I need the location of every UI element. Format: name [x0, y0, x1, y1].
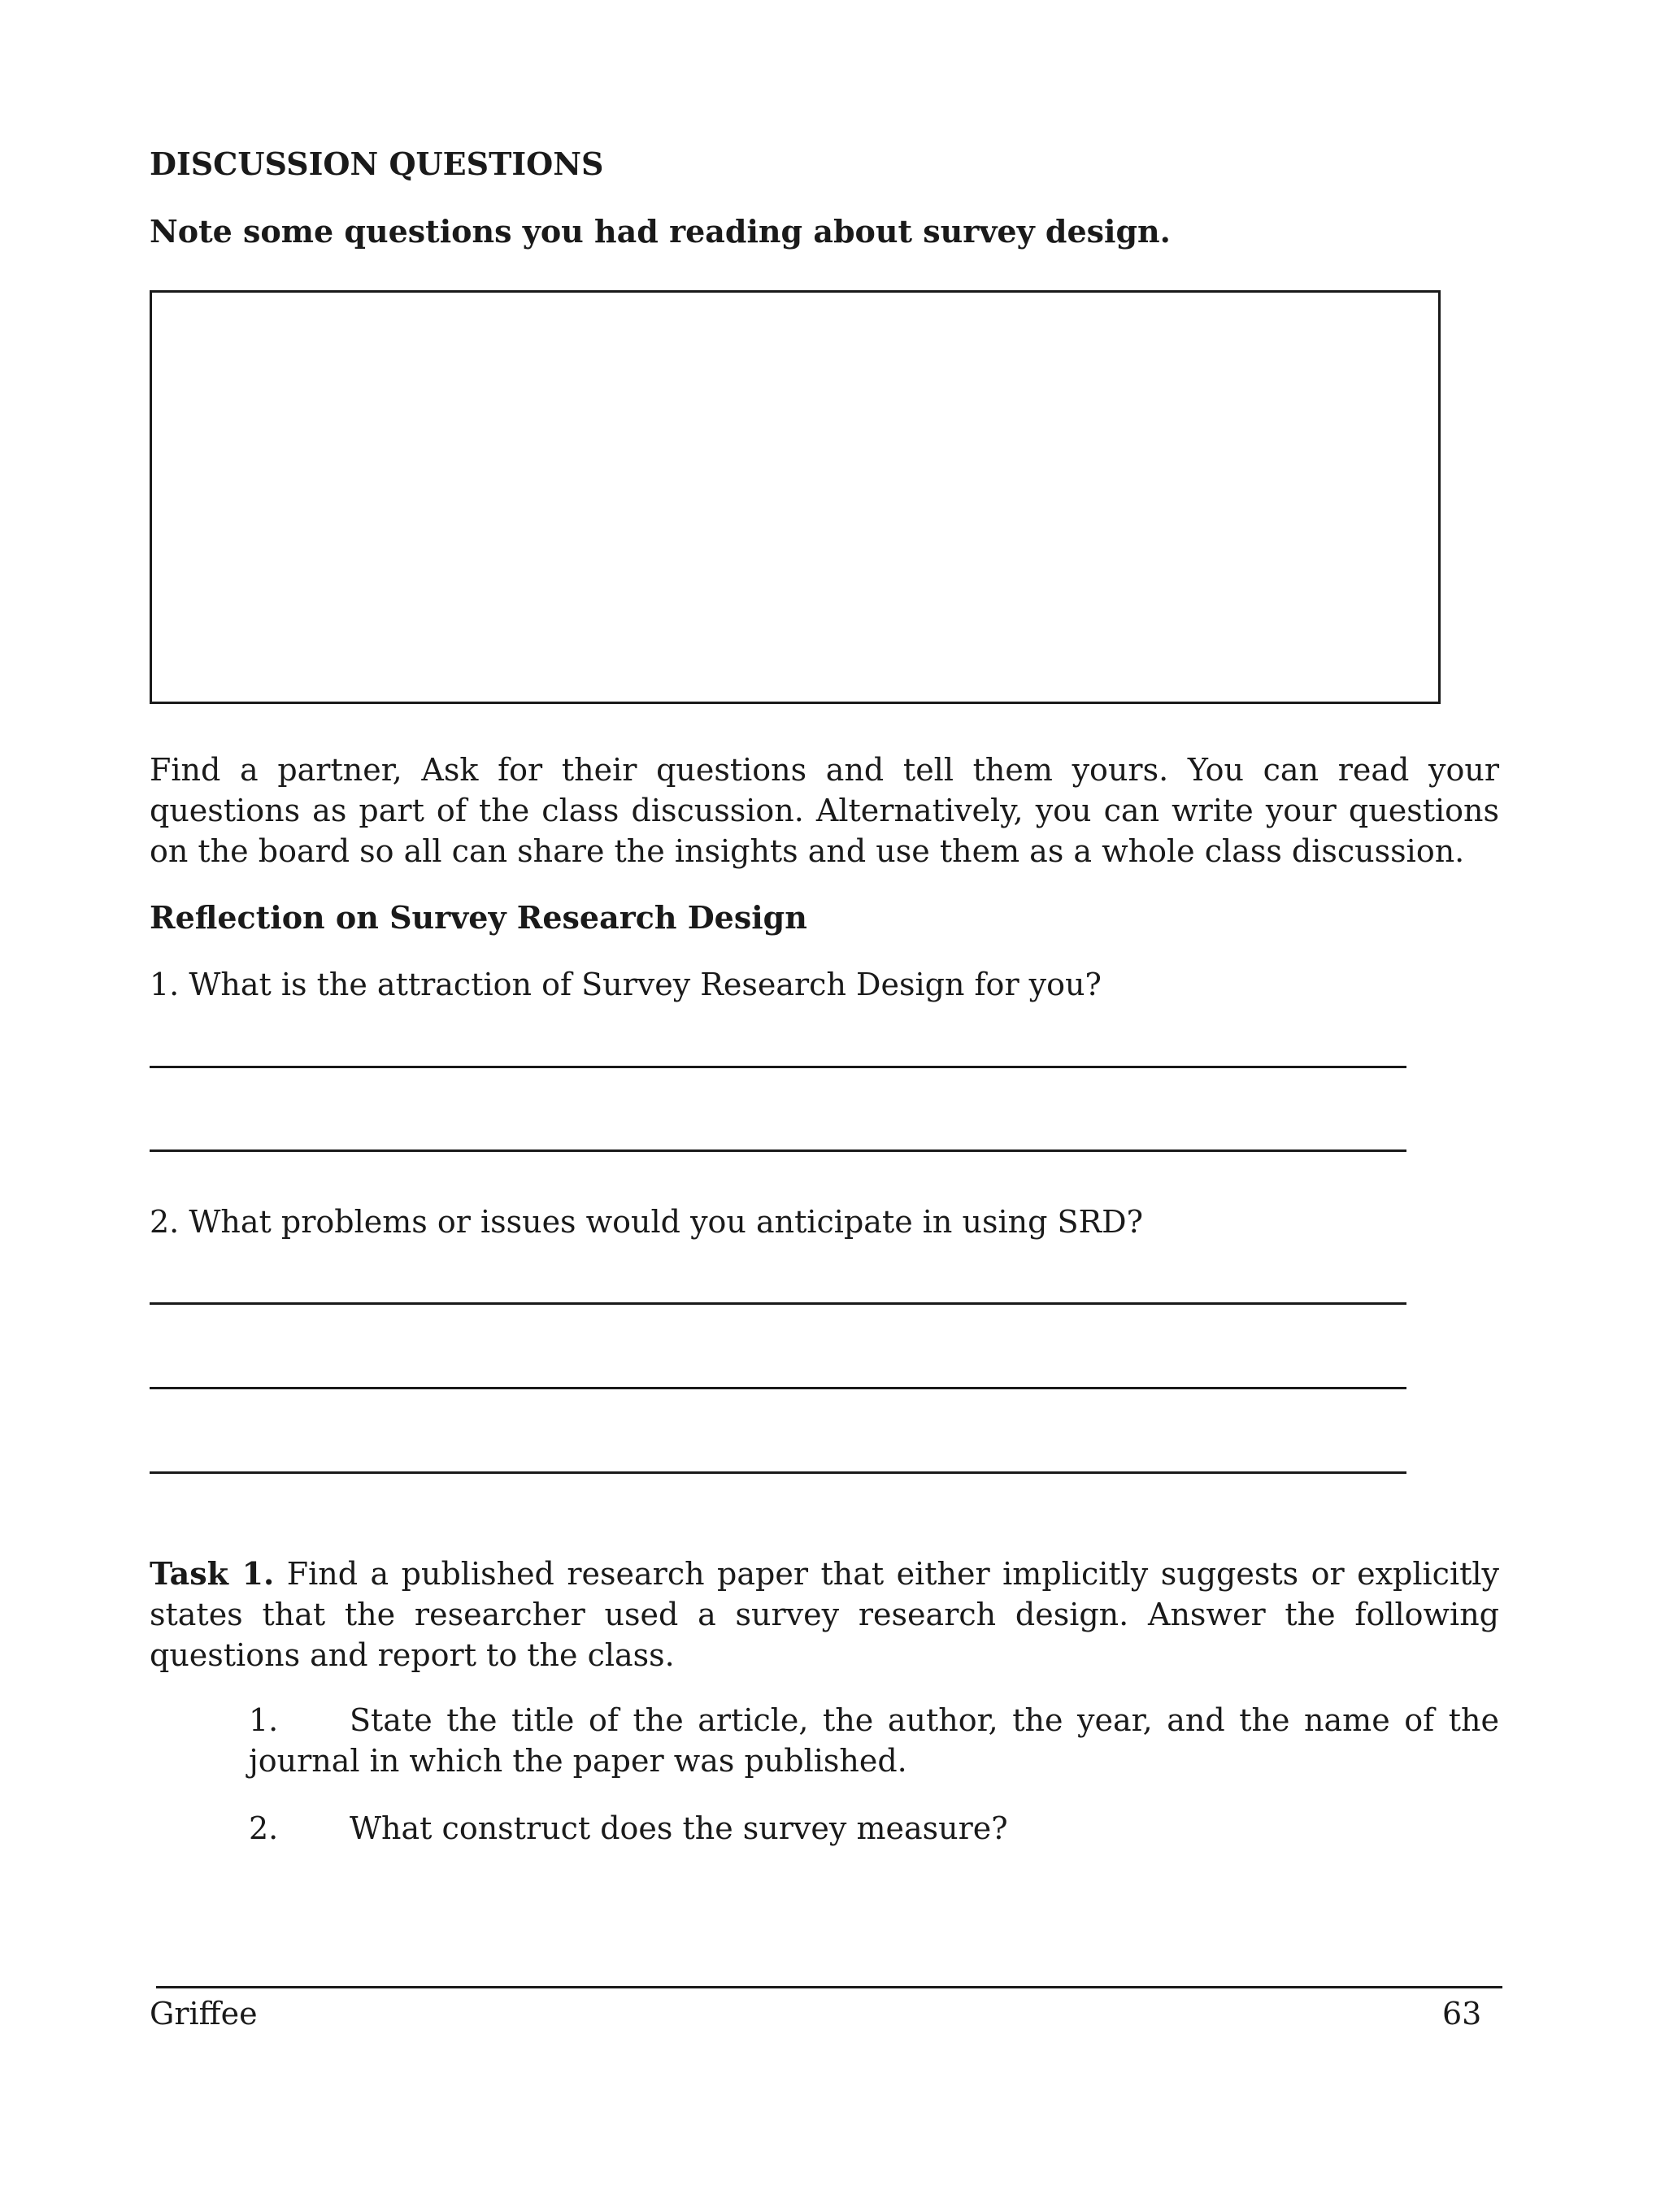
notes-answer-box[interactable]: [150, 290, 1441, 704]
answer-line-q1-2[interactable]: [150, 1149, 1406, 1152]
answer-line-q1-1[interactable]: [150, 1066, 1406, 1068]
footer-rule: [156, 1986, 1502, 1988]
partner-paragraph: Find a partner, Ask for their questions and tell them yours. You can read your questions as part of the class discussion. Alternatively, you can write your questions on the board so all can share the insights and use them as a whole class discussion.: [150, 752, 1499, 869]
footer-page-number: 63: [1442, 1996, 1482, 2032]
prompt-heading: Note some questions you had reading about survey design.: [150, 213, 1171, 250]
task-paragraph: [150, 1554, 1499, 1675]
answer-line-q2-2[interactable]: [150, 1387, 1406, 1389]
reflection-question-2: 2. What problems or issues would you anticipate in using SRD?: [150, 1204, 1143, 1240]
answer-line-q2-1[interactable]: [150, 1302, 1406, 1305]
footer-author: Griffee: [150, 1996, 258, 2032]
section-heading: DISCUSSION QUESTIONS: [150, 146, 604, 182]
task-label: Task 1.: [150, 1555, 275, 1592]
task-item-number: 2.: [249, 1810, 279, 1846]
answer-line-q2-3[interactable]: [150, 1471, 1406, 1474]
task-item-1: [249, 1700, 1499, 1781]
task-item-2: [249, 1808, 1499, 1849]
reflection-heading: Reflection on Survey Research Design: [150, 899, 807, 936]
task-item-number: 1.: [249, 1702, 279, 1738]
task-text: Find a published research paper that either implicitly suggests or explicitly states that the researcher used a survey research design. Answer the following questions and report to the class.: [150, 1556, 1499, 1673]
task-item-text: State the title of the article, the author, the year, and the name of the journal in which the paper was published.: [249, 1702, 1499, 1779]
task-item-text: What construct does the survey measure?: [350, 1810, 1008, 1846]
reflection-question-1: 1. What is the attraction of Survey Research Design for you?: [150, 967, 1102, 1002]
